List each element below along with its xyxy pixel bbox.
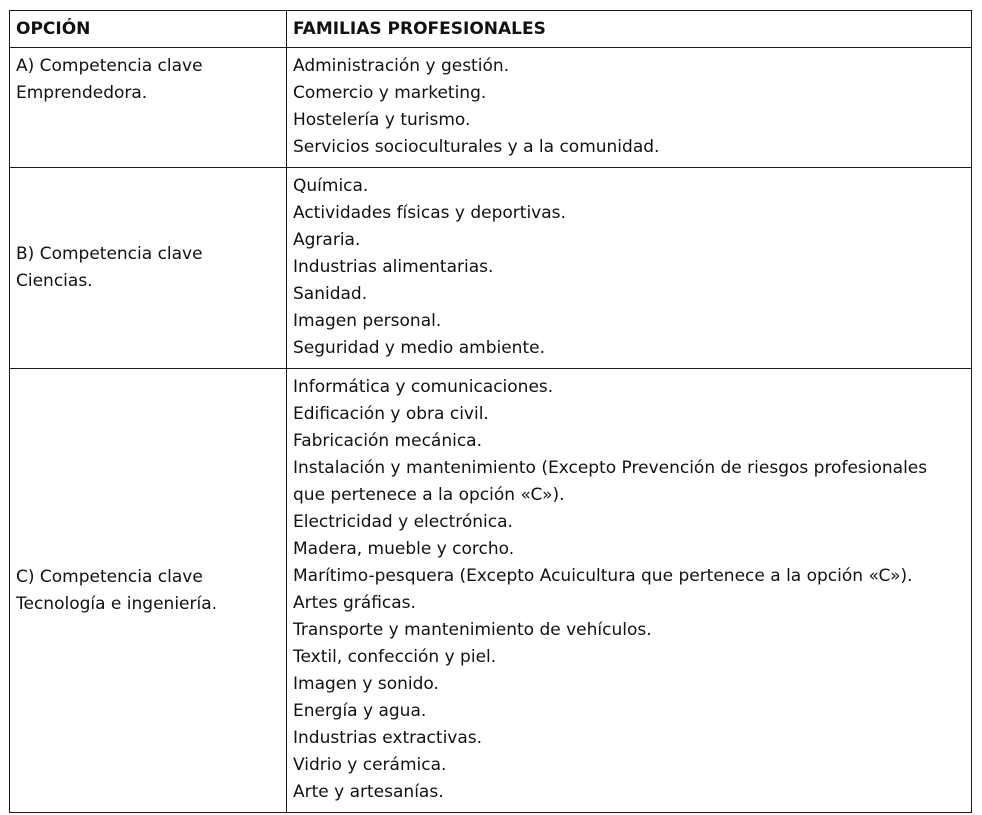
family-item: Fabricación mecánica.	[293, 431, 483, 451]
family-item: Artes gráficas.	[293, 593, 416, 613]
families-cell	[287, 168, 972, 369]
table-header-row	[10, 11, 972, 48]
table-row	[10, 369, 972, 813]
family-item: Sanidad.	[293, 284, 368, 304]
family-item: Vidrio y cerámica.	[293, 755, 447, 775]
option-line: Emprendedora.	[16, 83, 148, 103]
family-item: Marítimo-pesquera (Excepto Acuicultura que pertenece a la opción «C»).	[293, 566, 913, 586]
family-item: Actividades físicas y deportivas.	[293, 203, 566, 223]
option-cell	[10, 369, 287, 813]
header-option: OPCIÓN	[10, 11, 287, 48]
header-families: FAMILIAS PROFESIONALES	[287, 11, 972, 48]
family-item: Transporte y mantenimiento de vehículos.	[293, 620, 652, 640]
family-item: Hostelería y turismo.	[293, 110, 471, 130]
document-page	[9, 10, 972, 813]
table-row	[10, 48, 972, 168]
table-row	[10, 168, 972, 369]
option-line: B) Competencia clave	[16, 244, 203, 264]
family-item: Industrias alimentarias.	[293, 257, 494, 277]
family-item: Administración y gestión.	[293, 56, 510, 76]
families-cell	[287, 48, 972, 168]
option-line: A) Competencia clave	[16, 56, 203, 76]
family-item: Comercio y marketing.	[293, 83, 487, 103]
family-item: Instalación y mantenimiento (Excepto Prevención de riesgos profesionales	[293, 458, 928, 478]
option-line: Ciencias.	[16, 271, 93, 291]
family-item: Arte y artesanías.	[293, 782, 444, 802]
family-item: Madera, mueble y corcho.	[293, 539, 515, 559]
professional-families-table	[9, 10, 972, 813]
family-item: Energía y agua.	[293, 701, 427, 721]
option-cell	[10, 48, 287, 168]
family-item: Agraria.	[293, 230, 361, 250]
option-cell	[10, 168, 287, 369]
family-item: Química.	[293, 176, 369, 196]
family-item: Imagen personal.	[293, 311, 442, 331]
option-line: Tecnología e ingeniería.	[16, 593, 218, 614]
family-item: Electricidad y electrónica.	[293, 512, 513, 532]
option-line: C) Competencia clave	[16, 566, 203, 587]
family-item: Industrias extractivas.	[293, 728, 483, 748]
family-item: Textil, confección y piel.	[293, 647, 497, 667]
family-item: Seguridad y medio ambiente.	[293, 338, 545, 358]
family-item: Informática y comunicaciones.	[293, 377, 554, 397]
family-item: Imagen y sonido.	[293, 674, 439, 694]
family-item: que pertenece a la opción «C»).	[293, 485, 565, 505]
family-item: Edificación y obra civil.	[293, 404, 489, 424]
families-cell	[287, 369, 972, 813]
family-item: Servicios socioculturales y a la comunidad.	[293, 137, 660, 157]
